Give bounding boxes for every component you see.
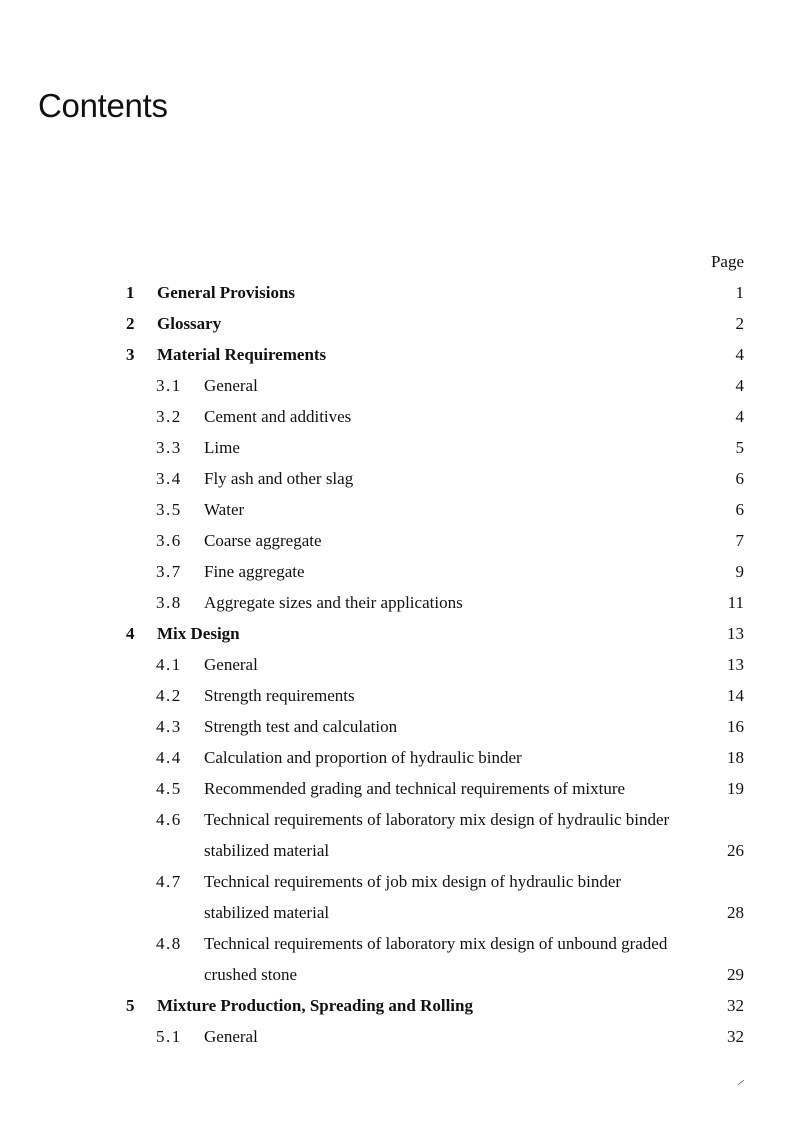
toc-page-number: 13	[727, 624, 744, 643]
toc-section-row-continuation[interactable]	[0, 838, 790, 869]
toc-section-number: 3.1	[156, 376, 182, 395]
toc-chapter-title: Material Requirements	[157, 345, 327, 364]
toc-section-title: Lime	[204, 438, 240, 457]
toc-section-number: 4.2	[156, 686, 182, 705]
toc-page-number: 29	[727, 965, 744, 984]
toc-section-title: General	[204, 1027, 258, 1046]
toc-section-number: 4.8	[156, 934, 182, 953]
toc-section-number: 3.3	[156, 438, 182, 457]
toc-chapter-row[interactable]	[0, 342, 790, 373]
toc-section-number: 3.7	[156, 562, 182, 581]
toc-page-number: 6	[735, 500, 744, 519]
toc-section-title: Technical requirements of laboratory mix design of hydraulic binder	[204, 810, 670, 829]
toc-section-title-continuation: stabilized material	[204, 841, 330, 860]
toc-page-number: 6	[735, 469, 744, 488]
toc-section-number: 3.2	[156, 407, 182, 426]
toc-page-number: 4	[735, 407, 744, 426]
toc-section-title: General	[204, 376, 258, 395]
toc-section-title: Coarse aggregate	[204, 531, 322, 550]
toc-chapter-title: Glossary	[157, 314, 222, 333]
toc-section-title: Cement and additives	[204, 407, 352, 426]
toc-page-number: 5	[735, 438, 744, 457]
toc-chapter-number: 4	[126, 624, 135, 643]
toc-chapter-row[interactable]	[0, 280, 790, 311]
toc-page-number: 4	[735, 345, 744, 364]
toc-section-row[interactable]	[0, 373, 790, 404]
toc-section-row[interactable]	[0, 466, 790, 497]
toc-section-row[interactable]	[0, 404, 790, 435]
toc-section-number: 4.1	[156, 655, 182, 674]
toc-section-row[interactable]	[0, 652, 790, 683]
toc-section-title-continuation: crushed stone	[204, 965, 298, 984]
page-corner-mark: ⸝	[737, 1073, 744, 1088]
toc-page-number: 9	[735, 562, 744, 581]
toc-section-title: Strength requirements	[204, 686, 355, 705]
toc-section-row[interactable]	[0, 559, 790, 590]
toc-section-number: 3.5	[156, 500, 182, 519]
toc-section-row[interactable]	[0, 931, 790, 962]
toc-page-number: 13	[727, 655, 744, 674]
toc-section-row[interactable]	[0, 776, 790, 807]
toc-section-number: 3.8	[156, 593, 182, 612]
toc-section-number: 4.3	[156, 717, 182, 736]
toc-page-number: 32	[727, 996, 744, 1015]
page-title: Contents	[38, 87, 168, 124]
toc-section-title: Fine aggregate	[204, 562, 305, 581]
toc-section-title: Strength test and calculation	[204, 717, 398, 736]
toc-page-number: 1	[735, 283, 744, 302]
toc-section-row[interactable]	[0, 590, 790, 621]
toc-chapter-row[interactable]	[0, 993, 790, 1024]
toc-chapter-title: General Provisions	[157, 283, 296, 302]
toc-page-number: 16	[727, 717, 744, 736]
toc-section-row[interactable]	[0, 869, 790, 900]
toc-chapter-row[interactable]	[0, 311, 790, 342]
toc-section-row-continuation[interactable]	[0, 900, 790, 931]
toc-section-number: 4.7	[156, 872, 182, 891]
toc-section-title-continuation: stabilized material	[204, 903, 330, 922]
toc-section-number: 3.6	[156, 531, 182, 550]
toc-section-row[interactable]	[0, 435, 790, 466]
toc-chapter-title: Mixture Production, Spreading and Rolling	[157, 996, 473, 1015]
toc-page-number: 18	[727, 748, 744, 767]
toc-section-title: Technical requirements of laboratory mix design of unbound graded	[204, 934, 668, 953]
table-of-contents	[0, 280, 790, 1055]
toc-page-number: 2	[735, 314, 744, 333]
toc-section-title: Calculation and proportion of hydraulic binder	[204, 748, 522, 767]
toc-section-number: 4.5	[156, 779, 182, 798]
toc-chapter-title: Mix Design	[157, 624, 240, 643]
toc-page-number: 32	[727, 1027, 744, 1046]
toc-section-row[interactable]	[0, 745, 790, 776]
toc-section-title: Fly ash and other slag	[204, 469, 354, 488]
toc-page-number: 19	[727, 779, 744, 798]
toc-chapter-row[interactable]	[0, 621, 790, 652]
toc-section-row[interactable]	[0, 497, 790, 528]
page-column-label: Page	[710, 252, 744, 271]
toc-section-number: 4.6	[156, 810, 182, 829]
toc-section-row[interactable]	[0, 683, 790, 714]
toc-section-row[interactable]	[0, 528, 790, 559]
toc-section-title: Recommended grading and technical requirements of mixture	[204, 779, 626, 798]
toc-chapter-number: 1	[126, 283, 135, 302]
toc-page-number: 14	[727, 686, 744, 705]
toc-section-title: Aggregate sizes and their applications	[204, 593, 463, 612]
toc-section-row[interactable]	[0, 1024, 790, 1055]
toc-section-row-continuation[interactable]	[0, 962, 790, 993]
toc-chapter-number: 3	[126, 345, 135, 364]
toc-chapter-number: 2	[126, 314, 135, 333]
toc-page-number: 7	[735, 531, 744, 550]
toc-section-number: 5.1	[156, 1027, 182, 1046]
toc-chapter-number: 5	[126, 996, 135, 1015]
toc-page-number: 4	[735, 376, 744, 395]
toc-section-title: Technical requirements of job mix design of hydraulic binder	[204, 872, 622, 891]
toc-section-row[interactable]	[0, 807, 790, 838]
toc-page-number: 26	[727, 841, 744, 860]
toc-section-title: General	[204, 655, 258, 674]
toc-page-number: 28	[727, 903, 744, 922]
toc-section-row[interactable]	[0, 714, 790, 745]
toc-section-title: Water	[204, 500, 245, 519]
toc-section-number: 4.4	[156, 748, 182, 767]
toc-page-number: 11	[727, 593, 744, 612]
toc-section-number: 3.4	[156, 469, 182, 488]
